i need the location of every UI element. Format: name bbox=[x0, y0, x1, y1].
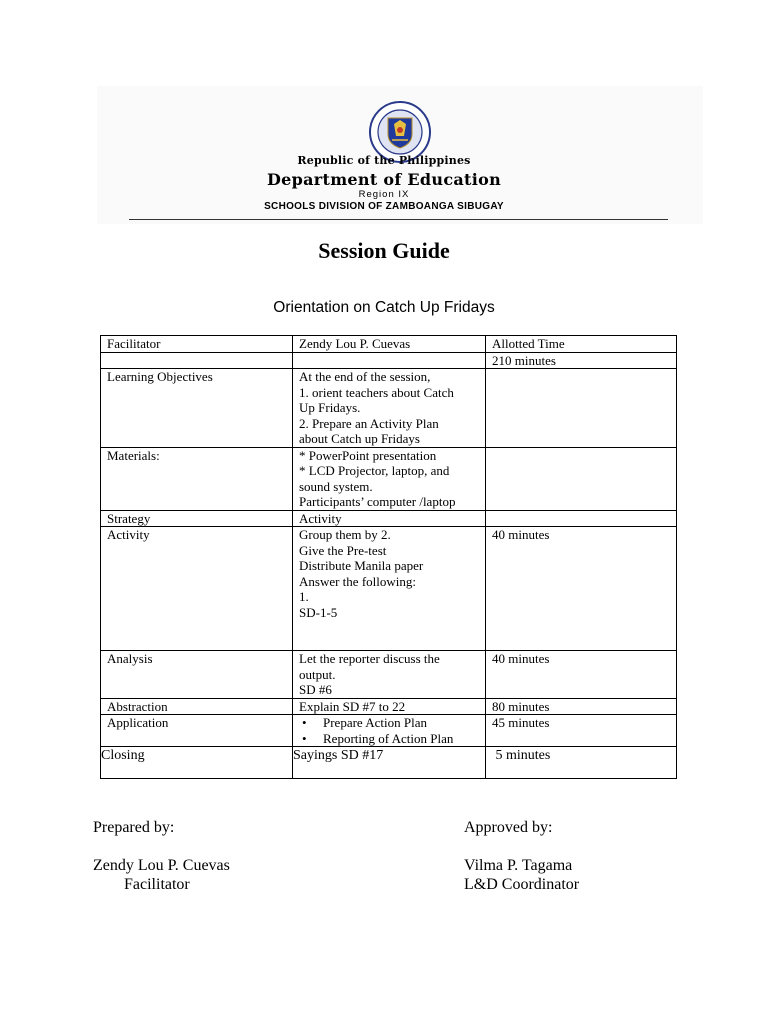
table-cell bbox=[293, 352, 486, 369]
table-cell: Zendy Lou P. Cuevas bbox=[293, 336, 486, 353]
table-cell: Allotted Time bbox=[486, 336, 677, 353]
table-row bbox=[101, 527, 677, 651]
table-cell: Strategy bbox=[101, 510, 293, 527]
table-row bbox=[101, 336, 677, 353]
header-divider bbox=[129, 219, 668, 220]
table-cell bbox=[293, 369, 486, 448]
table-row bbox=[101, 510, 677, 527]
cell-line: Give the Pre-test bbox=[299, 542, 387, 558]
table-row bbox=[101, 715, 677, 747]
cell-line: sound system. bbox=[299, 478, 373, 494]
table-cell: 80 minutes bbox=[486, 698, 677, 715]
table-cell: Activity bbox=[293, 510, 486, 527]
cell-line: At the end of the session, bbox=[299, 369, 431, 384]
prepared-by-block bbox=[93, 818, 230, 894]
approved-by-block bbox=[464, 818, 579, 894]
prepared-name: Zendy Lou P. Cuevas bbox=[93, 857, 230, 874]
table-cell bbox=[293, 447, 486, 510]
session-table bbox=[100, 335, 677, 779]
department-heading: Department of Education bbox=[266, 170, 502, 189]
cell-line: Participants’ computer /laptop bbox=[299, 494, 456, 509]
table-cell: 40 minutes bbox=[486, 527, 677, 651]
cell-line: 1. orient teachers about Catch bbox=[299, 384, 454, 400]
cell-line: SD-1-5 bbox=[299, 604, 338, 620]
table-cell bbox=[486, 447, 677, 510]
approved-role: L&D Coordinator bbox=[464, 876, 580, 893]
cell-line: Distribute Manila paper bbox=[299, 558, 424, 573]
table-cell: Facilitator bbox=[101, 336, 293, 353]
cell-line: Group them by 2. bbox=[299, 527, 391, 542]
cell-line: * LCD Projector, laptop, and bbox=[299, 463, 450, 478]
page-title: Session Guide bbox=[318, 238, 450, 263]
region-heading: Region IX bbox=[358, 189, 410, 200]
table-cell: 210 minutes bbox=[486, 352, 677, 369]
approved-label: Approved by: bbox=[464, 819, 553, 836]
table-cell: Explain SD #7 to 22 bbox=[293, 698, 486, 715]
cell-line: about Catch up Fridays bbox=[299, 431, 420, 446]
bullet-list bbox=[299, 715, 485, 746]
table-cell: Analysis bbox=[101, 651, 293, 699]
table-cell: Learning Objectives bbox=[101, 369, 293, 448]
cell-line: 2. Prepare an Activity Plan bbox=[299, 415, 439, 431]
table-cell: 5 minutes bbox=[486, 747, 677, 779]
table-cell bbox=[486, 510, 677, 527]
cell-line: SD #6 bbox=[299, 682, 332, 697]
table-row bbox=[101, 369, 677, 448]
table-row bbox=[101, 651, 677, 699]
prepared-role: Facilitator bbox=[124, 876, 190, 893]
list-item: • Reporting of Action Plan bbox=[317, 731, 485, 747]
table-cell bbox=[293, 651, 486, 699]
table-cell bbox=[293, 715, 486, 747]
table-cell: Activity bbox=[101, 527, 293, 651]
approved-name: Vilma P. Tagama bbox=[464, 857, 573, 874]
cell-line: Let the reporter discuss the bbox=[299, 651, 440, 666]
table-row bbox=[101, 747, 677, 779]
table-cell: 45 minutes bbox=[486, 715, 677, 747]
table-row bbox=[101, 447, 677, 510]
page-subtitle: Orientation on Catch Up Fridays bbox=[273, 299, 495, 316]
cell-line: 1. bbox=[299, 589, 309, 604]
table-cell: Abstraction bbox=[101, 698, 293, 715]
cell-line: * PowerPoint presentation bbox=[299, 447, 437, 463]
table-cell: Application bbox=[101, 715, 293, 747]
table-cell: 40 minutes bbox=[486, 651, 677, 699]
list-item: • Prepare Action Plan bbox=[317, 715, 485, 731]
table-cell bbox=[101, 352, 293, 369]
table-cell bbox=[293, 527, 486, 651]
cell-line: Up Fridays. bbox=[299, 400, 361, 415]
table-row bbox=[101, 352, 677, 369]
table-cell bbox=[486, 369, 677, 448]
table-cell: Materials: bbox=[101, 447, 293, 510]
division-heading: SCHOOLS DIVISION OF ZAMBOANGA SIBUGAY bbox=[264, 201, 504, 212]
table-row bbox=[101, 698, 677, 715]
cell-line: Answer the following: bbox=[299, 573, 416, 589]
cell-line: output. bbox=[299, 666, 336, 682]
table-cell: Closing bbox=[101, 747, 293, 779]
prepared-label: Prepared by: bbox=[93, 819, 175, 836]
republic-heading: Republic of the Philippines bbox=[297, 154, 471, 167]
table-cell: Sayings SD #17 bbox=[293, 747, 486, 779]
